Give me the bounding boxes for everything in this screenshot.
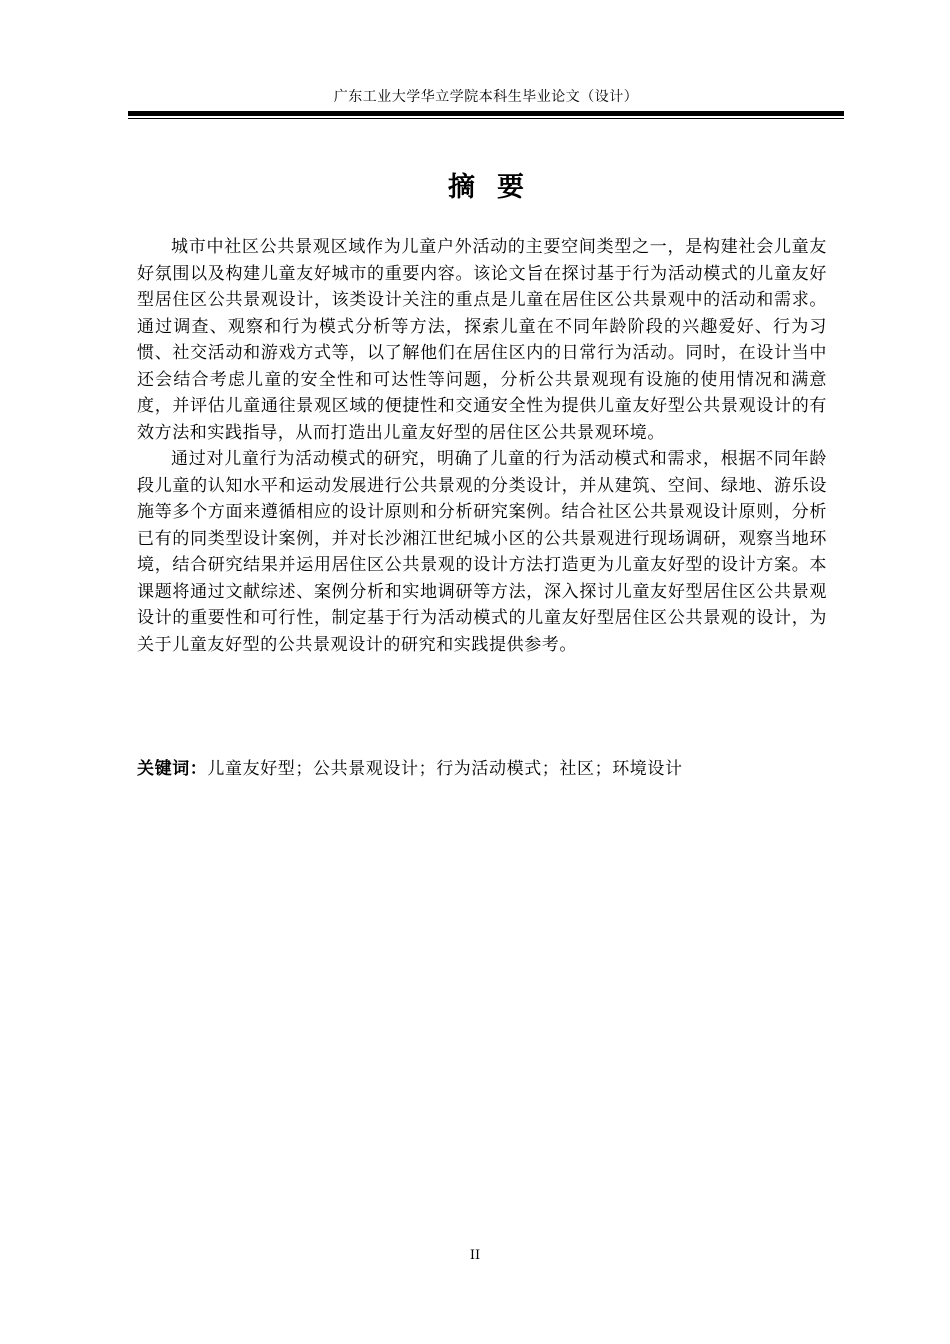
header-rule-thick	[128, 111, 844, 116]
keywords-line	[137, 756, 827, 782]
running-header: 广东工业大学华立学院本科生毕业论文（设计）	[333, 89, 639, 105]
keywords-label: 关键词：	[137, 759, 208, 779]
abstract-paragraph-1: 城市中社区公共景观区域作为儿童户外活动的主要空间类型之一，是构建社会儿童友好氛围以及构建儿童友好城市的重要内容。该论文旨在探讨基于行为活动模式的儿童友好型居住区公共景观设计，该类设计关注的重点是儿童在居住区公共景观中的活动和需求。通过调查、观察和行为模式分析等方法，探索儿童在不同年龄阶段的兴趣爱好、行为习惯、社交活动和游戏方式等，以了解他们在居住区内的日常行为活动。同时，在设计当中还会结合考虑儿童的安全性和可达性等问题，分析公共景观现有设施的使用情况和满意度，并评估儿童通往景观区域的便捷性和交通安全性为提供儿童友好型公共景观设计的有效方法和实践指导，从而打造出儿童友好型的居住区公共景观环境。	[137, 237, 827, 443]
abstract-title: 摘要	[448, 172, 546, 203]
abstract-paragraph-2: 通过对儿童行为活动模式的研究，明确了儿童的行为活动模式和需求，根据不同年龄段儿童的认知水平和运动发展进行公共景观的分类设计，并从建筑、空间、绿地、游乐设施等多个方面来遵循相应的设计原则和分析研究案例。结合社区公共景观设计原则，分析已有的同类型设计案例，并对长沙湘江世纪城小区的公共景观进行现场调研，观察当地环境，结合研究结果并运用居住区公共景观的设计方法打造更为儿童友好型的设计方案。本课题将通过文献综述、案例分析和实地调研等方法，深入探讨儿童友好型居住区公共景观设计的重要性和可行性，制定基于行为活动模式的儿童友好型居住区公共景观的设计，为关于儿童友好型的公共景观设计的研究和实践提供参考。	[137, 449, 827, 655]
keywords-text: 儿童友好型；公共景观设计；行为活动模式；社区；环境设计	[207, 759, 683, 779]
abstract-body	[137, 234, 827, 658]
page-number: II	[469, 1248, 481, 1263]
header-rule-thin	[128, 118, 844, 119]
